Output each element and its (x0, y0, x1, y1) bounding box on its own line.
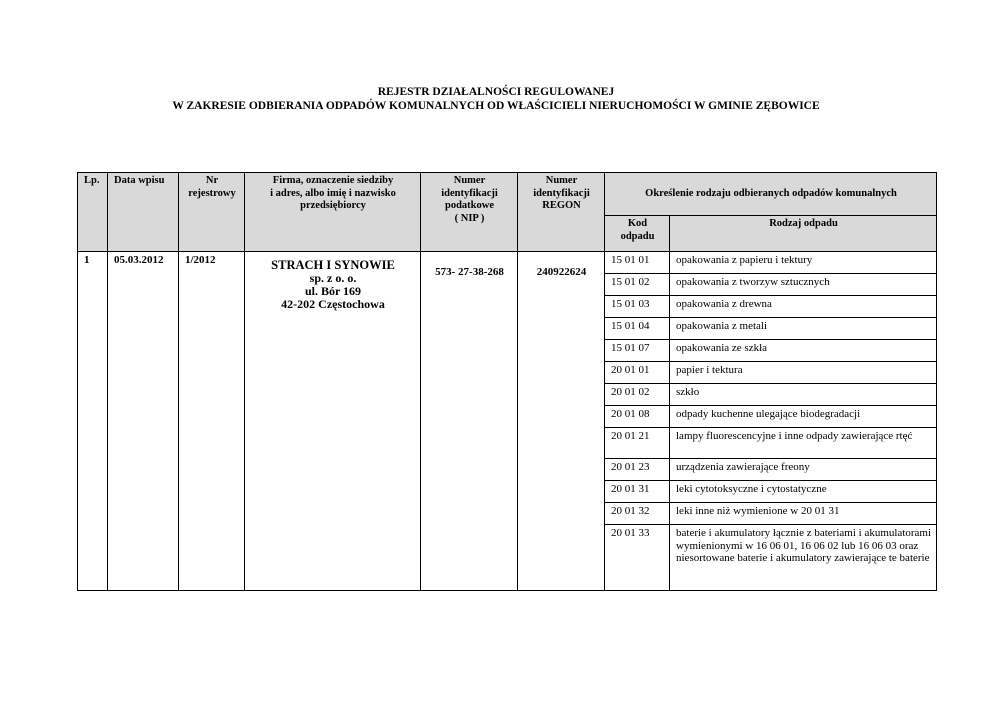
entry-nr-rejestrowy: 1/2012 (179, 252, 245, 591)
header-firma: Firma, oznaczenie siedziby i adres, albo imię i nazwisko przedsiębiorcy (245, 173, 421, 252)
waste-type: szkło (670, 384, 937, 406)
waste-code: 20 01 21 (605, 428, 670, 459)
waste-type: opakowania ze szkła (670, 340, 937, 362)
header-kod-odpadu: Kod odpadu (605, 216, 670, 252)
waste-code: 15 01 02 (605, 274, 670, 296)
waste-type: urządzenia zawierające freony (670, 459, 937, 481)
waste-type: lampy fluorescencyjne i inne odpady zawierające rtęć (670, 428, 937, 459)
waste-code: 15 01 01 (605, 252, 670, 274)
header-rodzaj-odpadu: Rodzaj odpadu (670, 216, 937, 252)
waste-type: leki inne niż wymienione w 20 01 31 (670, 503, 937, 525)
header-regon: Numer identyfikacji REGON (518, 173, 605, 252)
document-title: REJESTR DZIAŁALNOŚCI REGULOWANEJ (377, 86, 615, 98)
header-nip: Numer identyfikacji podatkowe ( NIP ) (421, 173, 518, 252)
waste-code: 20 01 01 (605, 362, 670, 384)
waste-code: 20 01 32 (605, 503, 670, 525)
waste-type: odpady kuchenne ulegające biodegradacji (670, 406, 937, 428)
waste-type: papier i tektura (670, 362, 937, 384)
waste-type: baterie i akumulatory łącznie z bateriami i akumulatorami wymienionymi w 16 06 01, 16 06 02 lub 16 06 03 oraz niesortowane baterie i akumulatory zawierające te baterie (670, 525, 937, 591)
waste-code: 20 01 23 (605, 459, 670, 481)
document-subtitle: W ZAKRESIE ODBIERANIA ODPADÓW KOMUNALNYCH OD WŁAŚCICIELI NIERUCHOMOŚCI W GMINIE ZĘBOWICE (172, 100, 820, 112)
entry-firma (245, 252, 421, 591)
entry-nip: 573- 27-38-268 (421, 252, 518, 591)
waste-type: opakowania z metali (670, 318, 937, 340)
waste-code: 20 01 08 (605, 406, 670, 428)
header-nr-rejestrowy: Nr rejestrowy (179, 173, 245, 252)
header-data-wpisu: Data wpisu (108, 173, 179, 252)
waste-code: 20 01 02 (605, 384, 670, 406)
entry-lp: 1 (78, 252, 108, 591)
firma-city: 42-202 Częstochowa (281, 297, 385, 311)
waste-code: 20 01 31 (605, 481, 670, 503)
entry-data-wpisu: 05.03.2012 (108, 252, 179, 591)
waste-code: 20 01 33 (605, 525, 670, 591)
waste-code: 15 01 07 (605, 340, 670, 362)
waste-code: 15 01 04 (605, 318, 670, 340)
waste-code: 15 01 03 (605, 296, 670, 318)
register-table (77, 172, 937, 591)
waste-type: opakowania z drewna (670, 296, 937, 318)
firma-form: sp. z o. o. (309, 271, 357, 285)
waste-type: opakowania z tworzyw sztucznych (670, 274, 937, 296)
firma-name: STRACH I SYNOWIE (271, 258, 395, 272)
header-lp: Lp. (78, 173, 108, 252)
waste-type: opakowania z papieru i tektury (670, 252, 937, 274)
firma-street: ul. Bór 169 (304, 284, 362, 298)
waste-row (78, 252, 937, 274)
waste-type: leki cytotoksyczne i cytostatyczne (670, 481, 937, 503)
header-okreslenie: Określenie rodzaju odbieranych odpadów komunalnych (605, 173, 937, 216)
entry-regon: 240922624 (518, 252, 605, 591)
